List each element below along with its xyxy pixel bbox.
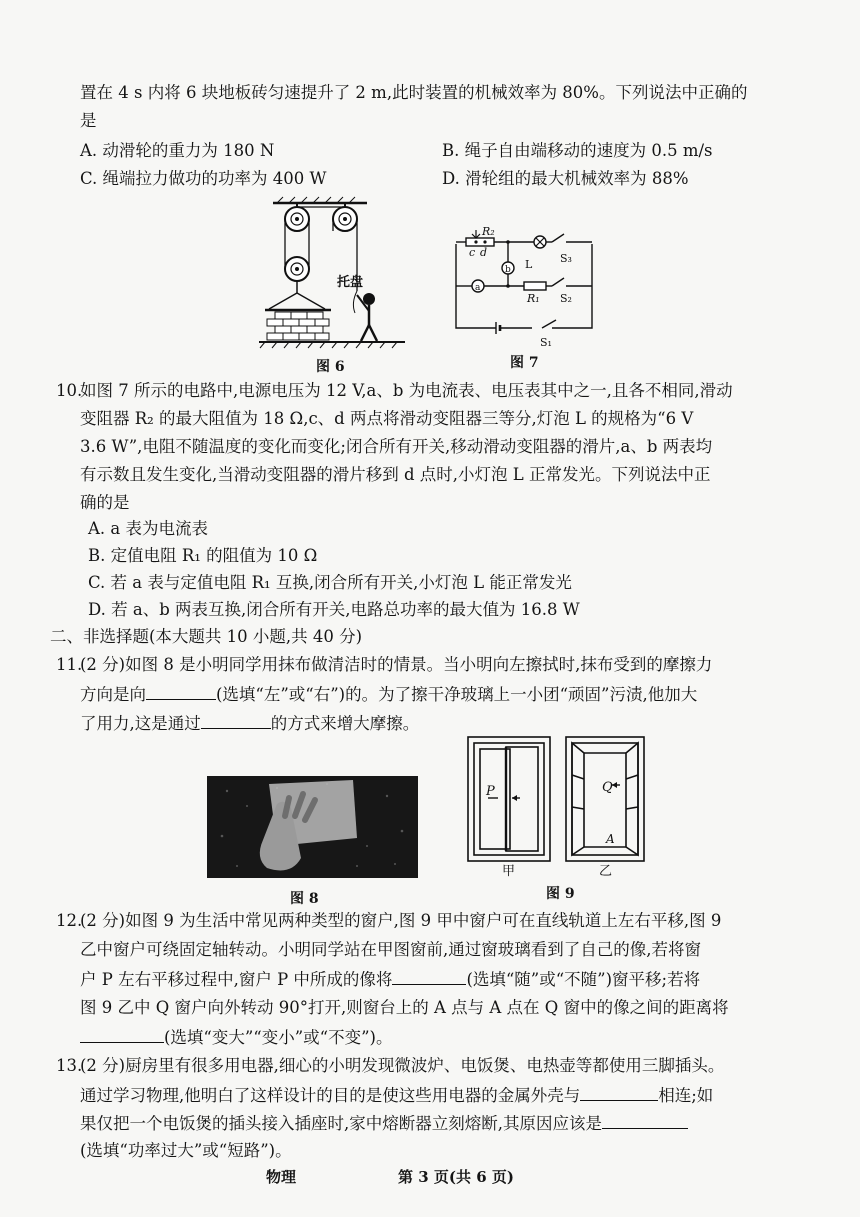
section-2-title: 二、非选择题(本大题共 10 小题,共 40 分) <box>50 627 363 646</box>
q11-blank-1[interactable] <box>146 683 216 700</box>
label-s2: S₂ <box>560 292 572 305</box>
q12-line5-end: (选填“变大”“变小”或“不变”)。 <box>164 1028 393 1047</box>
window-label-a: A <box>606 832 615 846</box>
q11-line2-start: 方向是向 <box>80 685 146 704</box>
q13-line4: (选填“功率过大”或“短路”)。 <box>80 1141 292 1160</box>
q-pulley-option-d[interactable]: D. 滑轮组的最大机械效率为 88% <box>442 169 689 188</box>
window-jia-sliding <box>468 737 550 861</box>
q10-number: 10. <box>56 381 83 400</box>
figure-7-caption: 图 7 <box>510 355 539 371</box>
q12-number: 12. <box>56 911 83 930</box>
q13-line1: (2 分)厨房里有很多用电器,细心的小明发现微波炉、电饭煲、电热壶等都使用三脚插头。 <box>80 1056 725 1075</box>
q11-line3 <box>80 712 419 735</box>
q12-line1: (2 分)如图 9 为生活中常见两种类型的窗户,图 9 甲中窗户可在直线轨道上左右平移,图 9 <box>80 911 722 930</box>
tray-label: 托盘 <box>337 275 364 290</box>
footer-page-number: 第 3 页(共 6 页) <box>398 1168 514 1186</box>
q13-blank-1[interactable] <box>580 1084 658 1101</box>
q12-line3 <box>80 968 700 991</box>
q10-option-a[interactable]: A. a 表为电流表 <box>88 519 208 538</box>
figure-8-photo <box>207 776 418 878</box>
q11-blank-2[interactable] <box>201 712 271 729</box>
q11-line2 <box>80 683 697 706</box>
window-yi-casement <box>566 737 644 861</box>
label-s3: S₃ <box>560 252 572 265</box>
q13-line2 <box>80 1084 713 1107</box>
label-d: d <box>480 246 488 259</box>
window-sublabel-jia: 甲 <box>502 864 516 877</box>
q10-line5: 确的是 <box>80 493 130 512</box>
q-pulley-stem-line1: 置在 4 s 内将 6 块地板砖匀速提升了 2 m,此时装置的机械效率为 80%。下列说法中正确的 <box>80 83 748 102</box>
figure-8-caption: 图 8 <box>290 891 319 907</box>
q11-line3-start: 了用力,这是通过 <box>80 714 201 733</box>
label-b: b <box>505 265 511 275</box>
figure-9-windows <box>466 735 662 877</box>
q10-option-b[interactable]: B. 定值电阻 R₁ 的阻值为 10 Ω <box>88 546 318 565</box>
q11-number: 11. <box>56 655 83 674</box>
label-s1: S₁ <box>540 336 552 349</box>
q12-line2: 乙中窗户可绕固定轴转动。小明同学站在甲图窗前,通过窗玻璃看到了自己的像,若将窗 <box>80 940 701 959</box>
label-a: a <box>475 283 481 293</box>
q10-line4: 有示数且发生变化,当滑动变阻器的滑片移到 d 点时,小灯泡 L 正常发光。下列说法中正 <box>80 465 711 484</box>
q-pulley-option-c[interactable]: C. 绳端拉力做功的功率为 400 W <box>80 169 327 188</box>
label-r1: R₁ <box>527 292 540 305</box>
q10-line3: 3.6 W”,电阻不随温度的变化而变化;闭合所有开关,移动滑动变阻器的滑片,a、b 两表均 <box>80 437 713 456</box>
label-c: c <box>469 246 476 259</box>
footer-subject: 物理 <box>266 1168 297 1186</box>
q12-line3-end: (选填“随”或“不随”)窗平移;若将 <box>466 970 701 989</box>
q10-line1: 如图 7 所示的电路中,电源电压为 12 V,a、b 为电流表、电压表其中之一,且各不相同,滑动 <box>80 381 733 400</box>
label-l: L <box>525 258 533 271</box>
figure-7-circuit <box>448 222 608 350</box>
q12-line5 <box>80 1026 393 1049</box>
window-label-q: Q <box>602 780 613 795</box>
q12-blank-1[interactable] <box>392 968 466 985</box>
q11-line2-end: (选填“左”或“右”)的。为了擦干净玻璃上一小团“顽固”污渍,他加大 <box>216 685 698 704</box>
q12-blank-2[interactable] <box>80 1026 164 1043</box>
figure-6-caption: 图 6 <box>316 359 345 375</box>
q13-line2-start: 通过学习物理,他明白了这样设计的目的是使这些用电器的金属外壳与 <box>80 1086 581 1105</box>
q10-option-d[interactable]: D. 若 a、b 两表互换,闭合所有开关,电路总功率的最大值为 16.8 W <box>88 600 580 619</box>
q-pulley-option-a[interactable]: A. 动滑轮的重力为 180 N <box>80 141 275 160</box>
q11-line3-end: 的方式来增大摩擦。 <box>270 714 420 733</box>
figure-9-caption: 图 9 <box>546 886 575 902</box>
hand-wiping-image <box>207 776 418 878</box>
q10-option-c[interactable]: C. 若 a 表与定值电阻 R₁ 互换,闭合所有开关,小灯泡 L 能正常发光 <box>88 573 572 592</box>
label-r2: R₂ <box>482 225 495 238</box>
figure-6-pulley <box>255 195 415 355</box>
q12-line3-start: 户 P 左右平移过程中,窗户 P 中所成的像将 <box>80 970 393 989</box>
q13-line3-start: 果仅把一个电饭煲的插头接入插座时,家中熔断器立刻熔断,其原因应该是 <box>80 1114 602 1133</box>
q13-line3 <box>80 1112 688 1135</box>
window-label-p: P <box>486 784 495 799</box>
q10-line2: 变阻器 R₂ 的最大阻值为 18 Ω,c、d 两点将滑动变阻器三等分,灯泡 L 的规格为“6 V <box>80 409 694 428</box>
q12-line4: 图 9 乙中 Q 窗户向外转动 90°打开,则窗台上的 A 点与 A 点在 Q 窗中的像之间的距离将 <box>80 998 729 1017</box>
q13-blank-2[interactable] <box>602 1112 688 1129</box>
q13-number: 13. <box>56 1056 83 1075</box>
q-pulley-option-b[interactable]: B. 绳子自由端移动的速度为 0.5 m/s <box>442 141 713 160</box>
q11-line1: (2 分)如图 8 是小明同学用抹布做清洁时的情景。当小明向左擦拭时,抹布受到的摩擦力 <box>80 655 713 674</box>
q13-line2-end: 相连;如 <box>658 1086 714 1105</box>
q-pulley-stem-line2: 是 <box>80 111 97 130</box>
window-sublabel-yi: 乙 <box>599 864 613 877</box>
